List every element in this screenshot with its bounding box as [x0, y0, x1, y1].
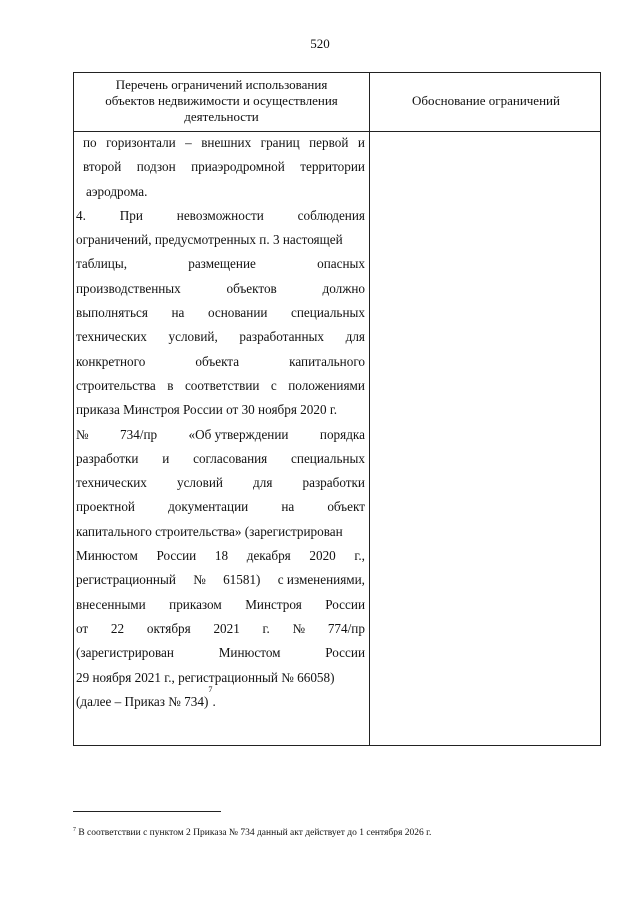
cell-last-line-text: (далее – Приказ № 734): [76, 693, 209, 709]
cell-word: на: [281, 499, 295, 515]
cell-line: [76, 350, 365, 374]
cell-word: 4.: [76, 207, 86, 223]
cell-word: г.: [262, 620, 270, 636]
cell-line: [76, 155, 365, 179]
cell-word: разработанных: [239, 329, 324, 345]
cell-line: [76, 471, 365, 495]
cell-line: [76, 228, 365, 252]
cell-word: для: [345, 329, 365, 345]
cell-word: Минюстом: [218, 645, 281, 661]
column-divider: [369, 73, 370, 745]
cell-word: опасных: [317, 256, 365, 272]
footnote: [73, 827, 431, 839]
cell-word: приказом: [169, 596, 222, 612]
restrictions-table: [73, 72, 601, 746]
footnote-text: В соответствии с пунктом 2 Приказа № 734 данный акт действует до 1 сентября 2026 г.: [75, 828, 432, 838]
cell-word: строительства: [76, 377, 156, 393]
cell-word: на: [171, 305, 185, 321]
cell-word: первой: [309, 135, 349, 150]
cell-word: положениями: [288, 377, 365, 393]
cell-word: соответствии: [184, 377, 260, 393]
cell-word: таблицы,: [76, 256, 128, 272]
cell-line: [76, 593, 365, 617]
cell-word: горизонтали: [106, 135, 176, 150]
cell-line: [76, 495, 365, 519]
cell-word: производственных: [76, 280, 181, 296]
cell-word: согласования: [193, 450, 268, 466]
header-justification: Обоснование ограничений: [412, 93, 560, 108]
header-left-line: Перечень ограничений использования: [115, 77, 328, 92]
footnote-ref: 7: [208, 684, 213, 694]
cell-line: [76, 568, 365, 592]
cell-word: технических: [76, 329, 147, 345]
cell-word: порядка: [319, 426, 365, 442]
cell-word: разработки: [302, 475, 365, 491]
cell-line: [76, 325, 365, 349]
header-left-line: объектов недвижимости и осуществления: [105, 93, 338, 108]
cell-line: [76, 423, 365, 447]
cell-word: разработки: [76, 450, 139, 466]
cell-word: №: [193, 572, 206, 588]
cell-word: 734/пр: [120, 426, 158, 442]
cell-word: объекта: [195, 353, 240, 369]
cell-word: декабря: [246, 548, 291, 564]
cell-word: 2021: [213, 620, 240, 636]
cell-line: [76, 131, 365, 155]
footnote-marker: 7: [73, 826, 76, 833]
cell-word: границ: [260, 135, 300, 150]
cell-word: России: [325, 645, 365, 661]
cell-word: документации: [168, 499, 249, 515]
cell-line: [76, 447, 365, 471]
cell-word: №: [76, 426, 89, 442]
cell-word: условий: [176, 475, 223, 491]
cell-word: г.,: [354, 548, 365, 564]
cell-word: приказа Минстроя России от 30 ноября 2020 г.: [76, 402, 338, 418]
cell-word: основании: [207, 305, 268, 321]
cell-word: и: [357, 135, 365, 150]
cell-line: [76, 398, 365, 422]
cell-line: [76, 641, 365, 665]
cell-word: приаэродромной: [191, 159, 285, 175]
cell-word: 29 ноября 2021 г., регистрационный № 66058): [76, 669, 335, 685]
cell-word: от: [76, 620, 89, 636]
cell-word: специальных: [291, 450, 365, 466]
cell-word: октября: [146, 620, 191, 636]
cell-last-line: [76, 684, 365, 714]
cell-word: по: [83, 135, 97, 150]
footnote-rule: [73, 811, 221, 812]
cell-word: (зарегистрирован: [76, 645, 174, 661]
cell-word: 61581): [223, 572, 261, 588]
cell-word: 18: [214, 548, 229, 564]
cell-line: [76, 374, 365, 398]
cell-line: [76, 544, 365, 568]
cell-word: внешних: [201, 135, 252, 150]
cell-word: территории: [300, 159, 365, 175]
cell-word: в: [167, 377, 174, 393]
cell-word: специальных: [291, 305, 365, 321]
cell-word: России: [325, 596, 365, 612]
cell-word: –: [185, 135, 192, 150]
cell-line: [76, 617, 365, 641]
cell-word: проектной: [76, 499, 135, 515]
cell-word: №: [292, 620, 306, 636]
cell-word: При: [119, 207, 143, 223]
cell-word: подзон: [136, 159, 176, 175]
cell-word: внесенными: [76, 596, 146, 612]
cell-line: [76, 666, 365, 690]
cell-word: аэродрома.: [86, 183, 148, 199]
cell-word: выполняться: [76, 305, 148, 321]
cell-word: капитального: [289, 353, 365, 369]
cell-word: соблюдения: [297, 207, 365, 223]
cell-word: ограничений, предусмотренных п. 3 настоящей: [76, 232, 343, 248]
cell-word: 774/пр: [327, 620, 365, 636]
cell-line: [76, 204, 365, 228]
cell-word: технических: [76, 475, 147, 491]
cell-word: с изменениями,: [277, 572, 365, 588]
cell-line: [76, 252, 365, 276]
cell-word: для: [253, 475, 273, 491]
cell-word: России: [156, 548, 197, 564]
restrictions-cell: [74, 131, 369, 714]
cell-word: и: [162, 450, 170, 466]
cell-word: капитального строительства» (зарегистрирован: [76, 523, 343, 539]
cell-word: Минюстом: [76, 548, 138, 564]
cell-last-line-end: .: [212, 693, 216, 709]
page-number: 520: [310, 36, 330, 51]
cell-word: объект: [327, 499, 365, 515]
cell-word: конкретного: [76, 353, 146, 369]
header-left-line: деятельности: [184, 109, 259, 124]
header-restrictions-list: [74, 77, 369, 125]
cell-word: «Об утверждении: [188, 426, 289, 442]
cell-word: условий,: [168, 329, 218, 345]
cell-word: должно: [322, 280, 365, 296]
cell-word: Минстроя: [245, 596, 302, 612]
cell-line: [76, 520, 365, 544]
cell-line: [76, 301, 365, 325]
cell-word: объектов: [226, 280, 277, 296]
cell-line: [76, 277, 365, 301]
cell-line: [76, 180, 365, 204]
cell-word: размещение: [188, 256, 256, 272]
cell-word: регистрационный: [76, 572, 176, 588]
cell-word: с: [270, 377, 277, 393]
cell-word: 2020: [309, 548, 336, 564]
cell-word: невозможности: [176, 207, 264, 223]
cell-word: второй: [83, 159, 122, 175]
cell-word: 22: [110, 620, 125, 636]
